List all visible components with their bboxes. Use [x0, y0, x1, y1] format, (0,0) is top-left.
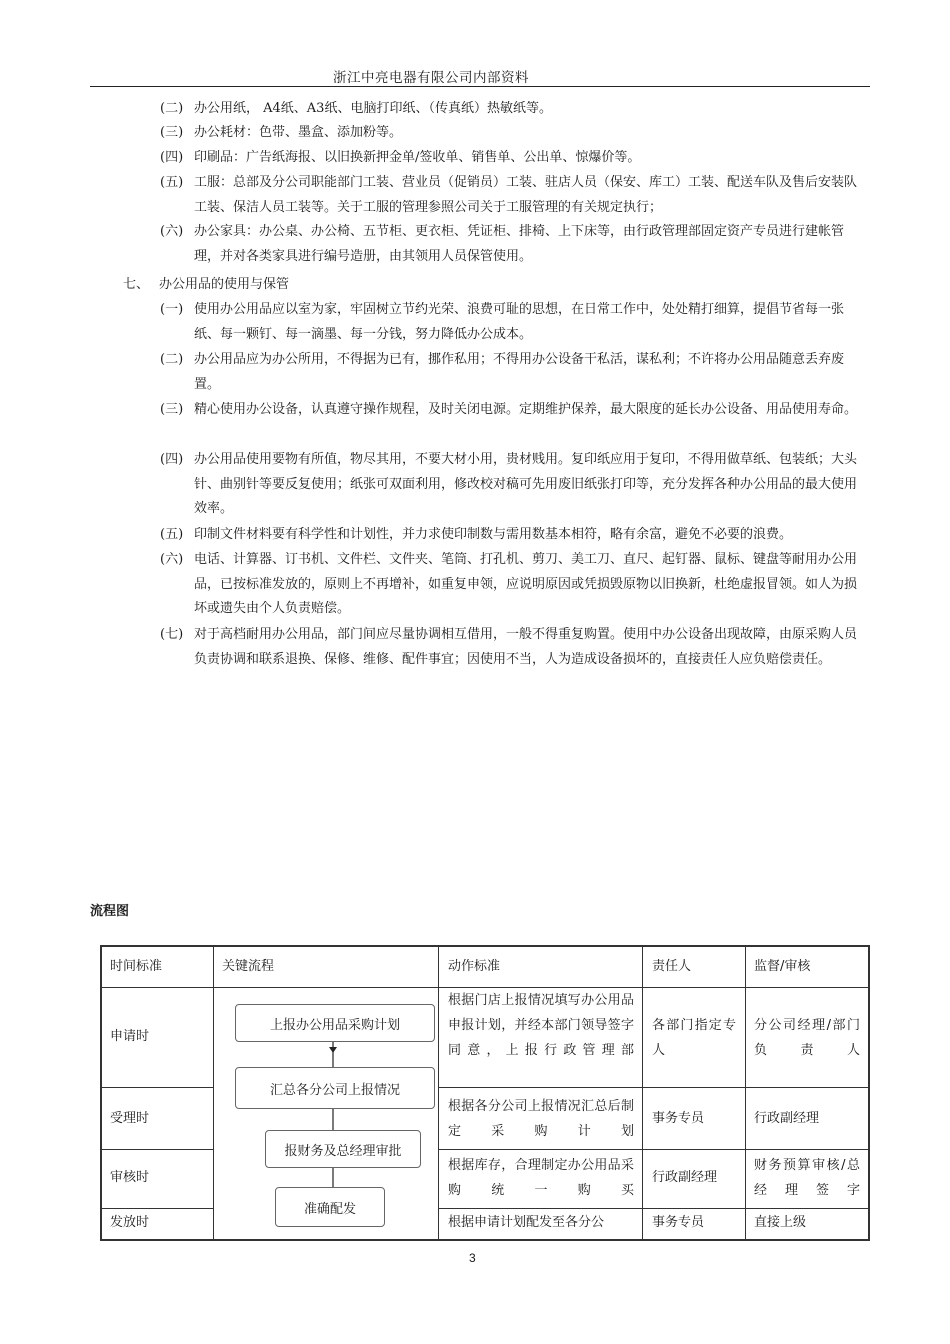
- document-header-title: 浙江中亮电器有限公司内部资料: [333, 70, 529, 86]
- list-item: [160, 623, 860, 672]
- list-item: [160, 523, 860, 548]
- list-item: [160, 121, 860, 146]
- action-cell: 根据门店上报情况填写办公用品申报计划，并经本部门领导签字同意，上报行政管理部: [448, 993, 634, 1058]
- list-item: [160, 398, 860, 423]
- section-title: 办公用品的使用与保管: [159, 277, 290, 292]
- table-header-cell: 动作标准: [448, 959, 501, 974]
- flow-step-box: 准确配发: [275, 1187, 385, 1227]
- list-item-text: 办公用品使用要物有所值，物尽其用，不要大材小用，贵材贱用。复印纸应用于复印，不得用做草纸、包装纸；大头针、曲别针等要反复使用；纸张可双面利用，修改校对稿可先用废旧纸张打印等，充分发挥各种办公用品的最大使用效率。: [194, 452, 858, 517]
- list-item: [160, 146, 860, 171]
- list-marker: (七): [160, 627, 184, 642]
- owner-cell: 行政副经理: [652, 1170, 718, 1185]
- time-cell: 发放时: [110, 1215, 150, 1230]
- list-item-text: 对于高档耐用办公用品，部门间应尽量协调相互借用，一般不得重复购置。使用中办公设备出现故障，由原采购人员负责协调和联系退换、保修、维修、配件事宜；因使用不当，人为造成设备损坏的，直接责任人应负赔偿责任。: [194, 627, 858, 667]
- list-item: [160, 348, 860, 397]
- owner-cell: 事务专员: [652, 1215, 705, 1230]
- list-item: [160, 298, 860, 347]
- list-marker: (六): [160, 552, 184, 567]
- list-item-text: 办公家具：办公桌、办公椅、五节柜、更衣柜、凭证柜、排椅、上下床等，由行政管理部固定资产专员进行建帐管理，并对各类家具进行编号造册，由其领用人员保管使用。: [194, 224, 845, 264]
- list-marker: (五): [160, 175, 184, 190]
- flowchart-title: 流程图: [90, 904, 130, 919]
- table-divider: [438, 1149, 870, 1150]
- list-marker: (二): [160, 101, 184, 116]
- section-heading: [123, 273, 289, 298]
- action-cell: 根据各分公司上报情况汇总后制定采购计划: [448, 1099, 634, 1139]
- section-number: 七、: [123, 277, 150, 292]
- list-marker: (六): [160, 224, 184, 239]
- table-border: [100, 945, 870, 947]
- list-item-text: 办公用纸， A4纸、A3纸、电脑打印纸、（传真纸）热敏纸等。: [194, 101, 552, 116]
- supervisor-cell: 分公司经理/部门负责人: [754, 1018, 860, 1058]
- flow-step-box: 汇总各分公司上报情况: [235, 1067, 435, 1109]
- list-marker: (四): [160, 452, 184, 467]
- list-item-text: 电话、计算器、订书机、文件栏、文件夹、笔筒、打孔机、剪刀、美工刀、直尺、起钉器、鼠标、键盘等耐用办公用品，已按标准发放的，原则上不再增补，如重复申领，应说明原因或凭损毁原物以旧换新，杜绝虚报冒领。如人为损坏或遗失由个人负责赔偿。: [194, 552, 858, 617]
- table-divider: [100, 1208, 213, 1209]
- action-cell: 根据申请计划配发至各分公: [448, 1215, 605, 1230]
- flow-step-box: 报财务及总经理审批: [265, 1130, 421, 1168]
- list-item-text: 印刷品：广告纸海报、以旧换新押金单/签收单、销售单、公出单、惊爆价等。: [194, 150, 641, 165]
- table-divider: [438, 1208, 870, 1209]
- list-item: [160, 97, 860, 122]
- table-header-cell: 时间标准: [110, 959, 163, 974]
- table-header-cell: 责任人: [652, 959, 692, 974]
- list-item-text: 印制文件材料要有科学性和计划性，并力求使印制数与需用数基本相符，略有余富，避免不必要的浪费。: [194, 527, 793, 542]
- list-marker: (二): [160, 352, 184, 367]
- owner-cell: 事务专员: [652, 1111, 705, 1126]
- list-item: [160, 171, 860, 220]
- supervisor-cell: 财务预算审核/总经理签字: [754, 1158, 860, 1198]
- table-divider: [100, 1149, 213, 1150]
- flow-step-box: 上报办公用品采购计划: [235, 1004, 435, 1042]
- table-header-cell: 监督/审核: [754, 959, 811, 974]
- time-cell: 审核时: [110, 1170, 150, 1185]
- owner-cell: 各部门指定专人: [652, 1018, 736, 1058]
- table-divider: [438, 945, 439, 1241]
- list-item-text: 办公耗材：色带、墨盒、添加粉等。: [194, 125, 403, 140]
- time-cell: 受理时: [110, 1111, 150, 1126]
- list-marker: (四): [160, 150, 184, 165]
- list-item: [160, 220, 860, 269]
- supervisor-cell: 直接上级: [754, 1215, 807, 1230]
- time-cell: 申请时: [110, 1029, 150, 1044]
- list-item: [160, 548, 860, 622]
- table-border: [868, 945, 870, 1241]
- supervisor-cell: 行政副经理: [754, 1111, 820, 1126]
- table-divider: [642, 945, 643, 1241]
- arrow-down-icon: [329, 1047, 337, 1053]
- list-marker: (一): [160, 302, 184, 317]
- list-marker: (五): [160, 527, 184, 542]
- table-border: [100, 945, 102, 1241]
- list-item-text: 精心使用办公设备，认真遵守操作规程，及时关闭电源。定期维护保养，最大限度的延长办公设备、用品使用寿命。: [194, 402, 858, 417]
- list-item: [160, 448, 860, 522]
- table-divider: [100, 1087, 213, 1088]
- table-divider: [745, 945, 746, 1241]
- table-header-cell: 关键流程: [222, 959, 275, 974]
- list-marker: (三): [160, 125, 184, 140]
- list-item-text: 使用办公用品应以室为家，牢固树立节约光荣、浪费可耻的思想，在日常工作中，处处精打细算，提倡节省每一张纸、每一颗钉、每一滴墨、每一分钱，努力降低办公成本。: [194, 302, 845, 342]
- table-divider: [438, 1087, 870, 1088]
- list-item-text: 办公用品应为办公所用，不得据为已有，挪作私用；不得用办公设备干私活，谋私利；不许将办公用品随意丢弃废置。: [194, 352, 845, 392]
- action-cell: 根据库存，合理制定办公用品采购统一购买: [448, 1158, 634, 1198]
- page-number: 3: [469, 1251, 476, 1265]
- header-rule: [90, 86, 870, 87]
- flowchart-table: [100, 945, 870, 1240]
- list-item-text: 工服：总部及分公司职能部门工装、营业员（促销员）工装、驻店人员（保安、库工）工装、配送车队及售后安装队工装、保洁人员工装等。关于工服的管理参照公司关于工服管理的有关规定执行；: [194, 175, 858, 215]
- list-marker: (三): [160, 402, 184, 417]
